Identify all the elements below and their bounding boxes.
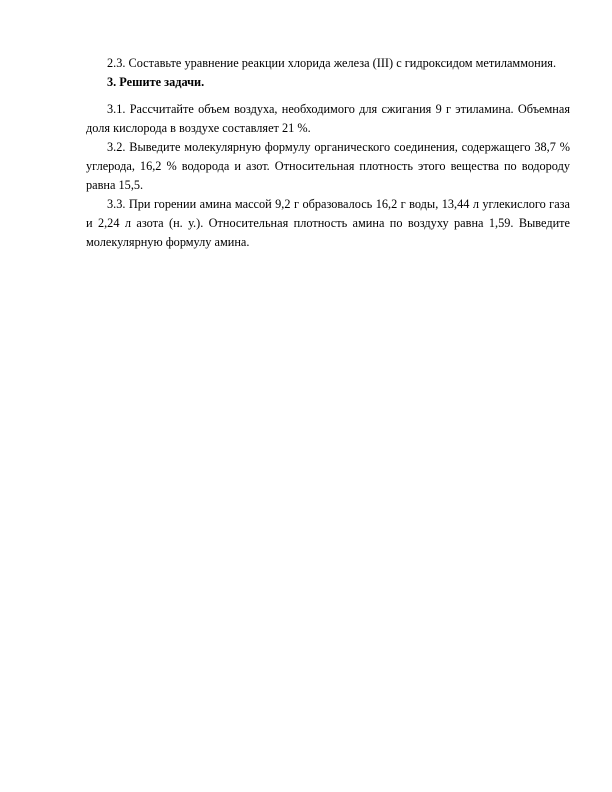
paragraph-3-2: 3.2. Выведите молекулярную формулу органического соединения, содержащего 38,7 % углерода, 16,2 % водорода и азот. Относительная плотность этого вещества по водороду равна 15,5. bbox=[86, 140, 570, 192]
paragraph-3-3: 3.3. При горении амина массой 9,2 г образовалось 16,2 г воды, 13,44 л углекислого газа и 2,24 л азота (н. у.). Относительная плотность амина по воздуху равна 1,59. Выведите молекулярную формулу амина. bbox=[86, 197, 570, 249]
paragraph-2-3: 2.3. Составьте уравнение реакции хлорида железа (III) с гидроксидом метиламмония. bbox=[107, 56, 557, 70]
paragraph-3-1: 3.1. Рассчитайте объем воздуха, необходимого для сжигания 9 г этиламина. Объемная доля кислорода в воздухе составляет 21 %. bbox=[86, 102, 570, 135]
document-body bbox=[86, 54, 570, 252]
section-heading-3: 3. Решите задачи. bbox=[107, 75, 205, 89]
